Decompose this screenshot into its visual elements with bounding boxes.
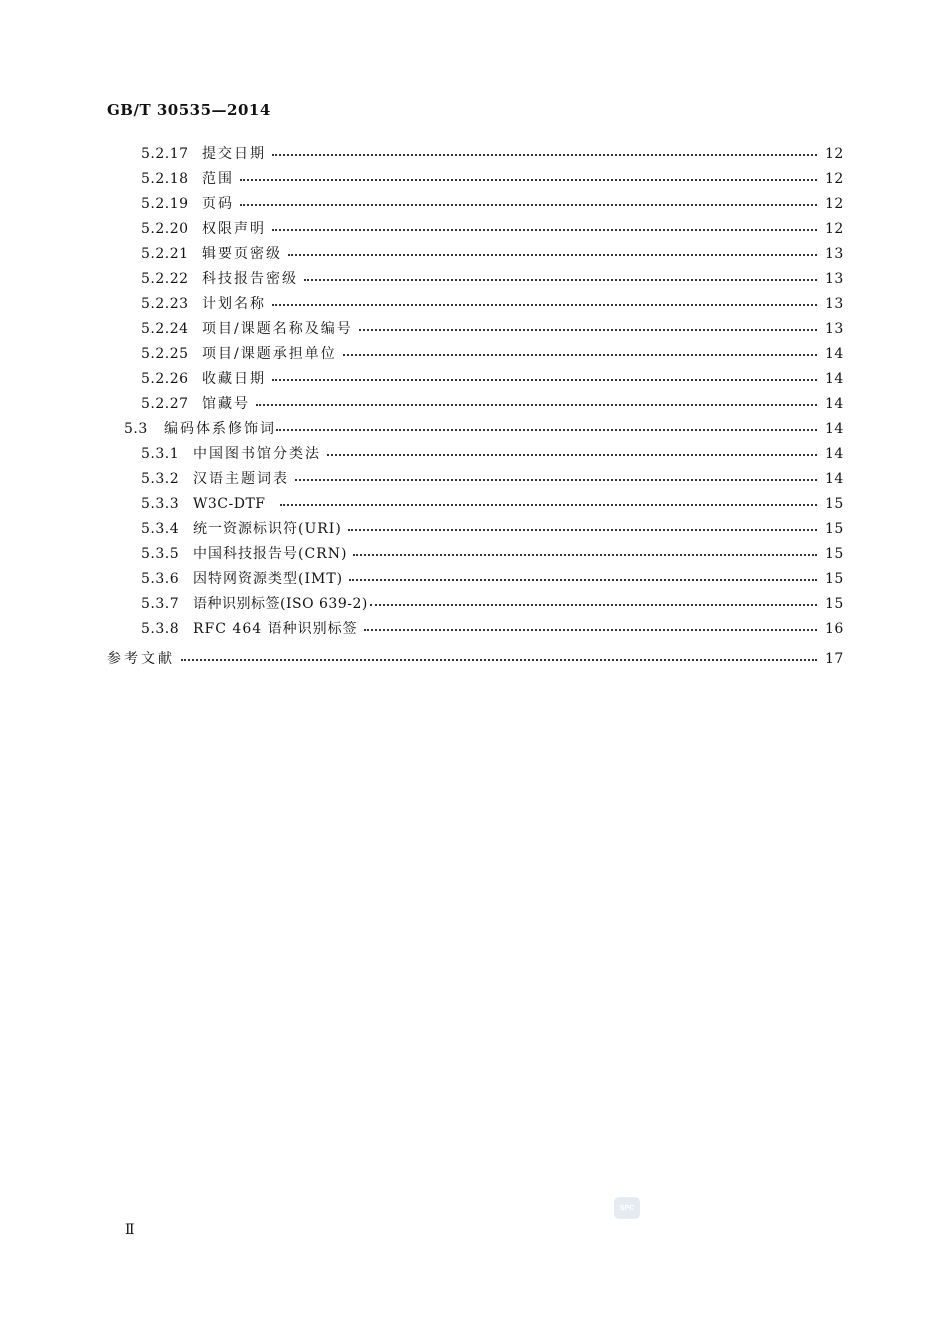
dot-leader xyxy=(370,604,817,606)
toc-entry-number: 5.2.22 xyxy=(141,271,189,287)
toc-entry-title: 项目/课题承担单位 xyxy=(202,346,337,362)
toc-entry-title: 辑要页密级 xyxy=(202,246,282,262)
dot-leader xyxy=(327,454,817,456)
toc-entry-page: 13 xyxy=(825,321,844,337)
toc-entry-title: W3C-DTF xyxy=(193,496,266,512)
dot-leader xyxy=(295,479,817,481)
toc-entry-number: 5.3.3 xyxy=(141,496,180,512)
toc-entry-title: 页码 xyxy=(202,196,234,212)
dot-leader xyxy=(364,629,817,631)
toc-entry-page: 12 xyxy=(825,196,844,212)
toc-entry-page: 14 xyxy=(825,371,844,387)
dot-leader xyxy=(272,229,817,231)
toc-entry-number: 5.2.25 xyxy=(141,346,189,362)
toc-entry-page: 14 xyxy=(825,346,844,362)
toc-entry-number: 5.2.18 xyxy=(141,171,189,187)
toc-entry-title: 提交日期 xyxy=(202,146,266,162)
dot-leader xyxy=(272,304,817,306)
toc-entry-number: 5.3.2 xyxy=(141,471,180,487)
toc-entry-5-2-21[interactable] xyxy=(141,244,843,264)
toc-entry-title: 因特网资源类型(IMT) xyxy=(193,571,344,587)
toc-entry-page: 14 xyxy=(825,446,844,462)
toc-entry-5-3-8[interactable] xyxy=(141,619,843,639)
toc-entry-number: 5.3.8 xyxy=(141,621,180,637)
toc-entry-5-3-7[interactable] xyxy=(141,594,843,614)
toc-entry-page: 15 xyxy=(825,571,844,587)
toc-entry-5-2-27[interactable] xyxy=(141,394,843,414)
toc-entry-number: 5.3 xyxy=(124,421,148,437)
toc-entry-number: 5.3.4 xyxy=(141,521,180,537)
dot-leader xyxy=(349,579,817,581)
toc-entry-5-2-19[interactable] xyxy=(141,194,843,214)
toc-entry-number: 5.2.26 xyxy=(141,371,189,387)
toc-entry-title: 范围 xyxy=(202,171,234,187)
toc-entry-title: 计划名称 xyxy=(202,296,266,312)
toc-entry-number: 5.2.27 xyxy=(141,396,189,412)
toc-entry-page: 13 xyxy=(825,296,844,312)
dot-leader xyxy=(240,179,817,181)
toc-entry-page: 12 xyxy=(825,171,844,187)
toc-entry-number: 5.2.19 xyxy=(141,196,189,212)
toc-entry-title: RFC 464 语种识别标签 xyxy=(193,621,358,637)
toc-entry-number: 5.3.1 xyxy=(141,446,180,462)
toc-entry-number: 5.3.5 xyxy=(141,546,180,562)
toc-entry-references[interactable] xyxy=(107,649,843,669)
toc-entry-page: 17 xyxy=(825,651,844,667)
dot-leader xyxy=(240,204,817,206)
toc-entry-title: 参考文献 xyxy=(107,651,175,667)
toc-entry-5-2-18[interactable] xyxy=(141,169,843,189)
toc-entry-title: 收藏日期 xyxy=(202,371,266,387)
toc-entry-page: 15 xyxy=(825,496,844,512)
dot-leader xyxy=(348,529,817,531)
toc-entry-5-3-5[interactable] xyxy=(141,544,843,564)
dot-leader xyxy=(359,329,817,331)
toc-entry-page: 13 xyxy=(825,271,844,287)
toc-entry-5-3-4[interactable] xyxy=(141,519,843,539)
dot-leader xyxy=(288,254,817,256)
dot-leader xyxy=(276,429,817,431)
toc-entry-5-2-22[interactable] xyxy=(141,269,843,289)
toc-entry-5-3-1[interactable] xyxy=(141,444,843,464)
watermark-text: SPC xyxy=(619,1204,635,1212)
toc-entry-page: 13 xyxy=(825,246,844,262)
toc-entry-5-2-17[interactable] xyxy=(141,144,843,164)
toc-entry-number: 5.2.20 xyxy=(141,221,189,237)
toc-entry-5-3-3[interactable] xyxy=(141,494,843,514)
dot-leader xyxy=(181,659,817,661)
toc-entry-page: 16 xyxy=(825,621,844,637)
page-number-footer: Ⅱ xyxy=(125,1222,135,1238)
dot-leader xyxy=(304,279,817,281)
dot-leader xyxy=(272,379,817,381)
toc-entry-title: 汉语主题词表 xyxy=(193,471,289,487)
toc-entry-page: 12 xyxy=(825,221,844,237)
dot-leader xyxy=(256,404,817,406)
dot-leader xyxy=(343,354,817,356)
toc-entry-number: 5.2.21 xyxy=(141,246,189,262)
toc-entry-number: 5.3.7 xyxy=(141,596,180,612)
toc-entry-5-2-25[interactable] xyxy=(141,344,843,364)
toc-entry-title: 统一资源标识符(URI) xyxy=(193,521,342,537)
dot-leader xyxy=(272,154,817,156)
toc-entry-page: 12 xyxy=(825,146,844,162)
toc-entry-page: 14 xyxy=(825,471,844,487)
toc-entry-number: 5.2.17 xyxy=(141,146,189,162)
toc-entry-title: 编码体系修饰词 xyxy=(164,421,276,437)
toc-entry-title: 项目/课题名称及编号 xyxy=(202,321,353,337)
toc-entry-page: 15 xyxy=(825,546,844,562)
toc-entry-title: 语种识别标签(ISO 639-2) xyxy=(193,596,368,612)
toc-entry-page: 14 xyxy=(825,421,844,437)
toc-entry-number: 5.2.24 xyxy=(141,321,189,337)
toc-entry-5-2-26[interactable] xyxy=(141,369,843,389)
toc-entry-page: 15 xyxy=(825,596,844,612)
toc-entry-5-3-2[interactable] xyxy=(141,469,843,489)
toc-entry-number: 5.2.23 xyxy=(141,296,189,312)
toc-entry-title: 中国图书馆分类法 xyxy=(193,446,321,462)
toc-entry-title: 馆藏号 xyxy=(202,396,250,412)
standard-code-header: GB/T 30535—2014 xyxy=(107,101,271,119)
dot-leader xyxy=(353,554,817,556)
dot-leader xyxy=(280,504,817,506)
toc-entry-title: 中国科技报告号(CRN) xyxy=(193,546,348,562)
toc-entry-page: 15 xyxy=(825,521,844,537)
toc-entry-page: 14 xyxy=(825,396,844,412)
toc-entry-5-2-20[interactable] xyxy=(141,219,843,239)
toc-entry-5-3-6[interactable] xyxy=(141,569,843,589)
toc-entry-number: 5.3.6 xyxy=(141,571,180,587)
publisher-watermark-logo xyxy=(614,1197,640,1219)
toc-entry-title: 权限声明 xyxy=(202,221,266,237)
toc-entry-title: 科技报告密级 xyxy=(202,271,298,287)
toc-entry-5-3[interactable] xyxy=(124,419,843,439)
toc-entry-5-2-23[interactable] xyxy=(141,294,843,314)
toc-entry-5-2-24[interactable] xyxy=(141,319,843,339)
